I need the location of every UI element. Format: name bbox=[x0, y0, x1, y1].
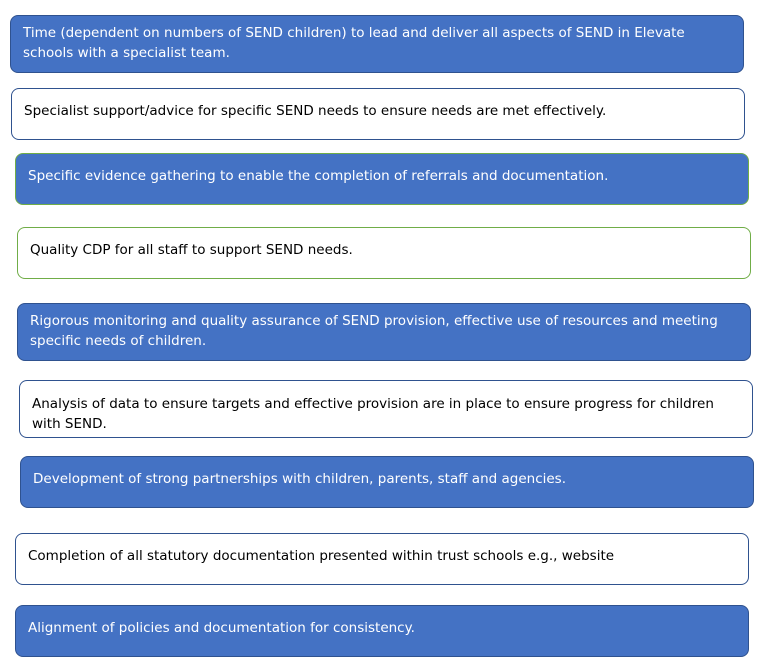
responsibility-text-7: Development of strong partnerships with children, parents, staff and agencies. bbox=[33, 471, 566, 487]
responsibility-box-4 bbox=[17, 227, 751, 279]
responsibility-text-3: Specific evidence gathering to enable the completion of referrals and documentation. bbox=[28, 168, 609, 184]
responsibility-box-9 bbox=[15, 605, 749, 657]
responsibility-box-3 bbox=[15, 153, 749, 205]
responsibility-text-1: Time (dependent on numbers of SEND children) to lead and deliver all aspects of SEND in Elevate schools with a specialist team. bbox=[23, 25, 685, 61]
responsibility-box-2 bbox=[11, 88, 745, 140]
responsibility-text-5: Rigorous monitoring and quality assurance of SEND provision, effective use of resources and meeting specific needs of children. bbox=[30, 313, 718, 349]
responsibility-text-6: Analysis of data to ensure targets and effective provision are in place to ensure progress for children with SEND. bbox=[32, 396, 714, 432]
responsibility-text-2: Specialist support/advice for specific SEND needs to ensure needs are met effectively. bbox=[24, 103, 607, 119]
responsibility-box-6 bbox=[19, 380, 753, 438]
responsibility-box-8 bbox=[15, 533, 749, 585]
responsibility-text-4: Quality CDP for all staff to support SEND needs. bbox=[30, 242, 353, 258]
responsibility-box-1 bbox=[10, 15, 744, 73]
responsibility-box-7 bbox=[20, 456, 754, 508]
responsibility-box-5 bbox=[17, 303, 751, 361]
responsibility-text-8: Completion of all statutory documentation presented within trust schools e.g., website bbox=[28, 548, 615, 564]
responsibility-text-9: Alignment of policies and documentation for consistency. bbox=[28, 620, 415, 636]
